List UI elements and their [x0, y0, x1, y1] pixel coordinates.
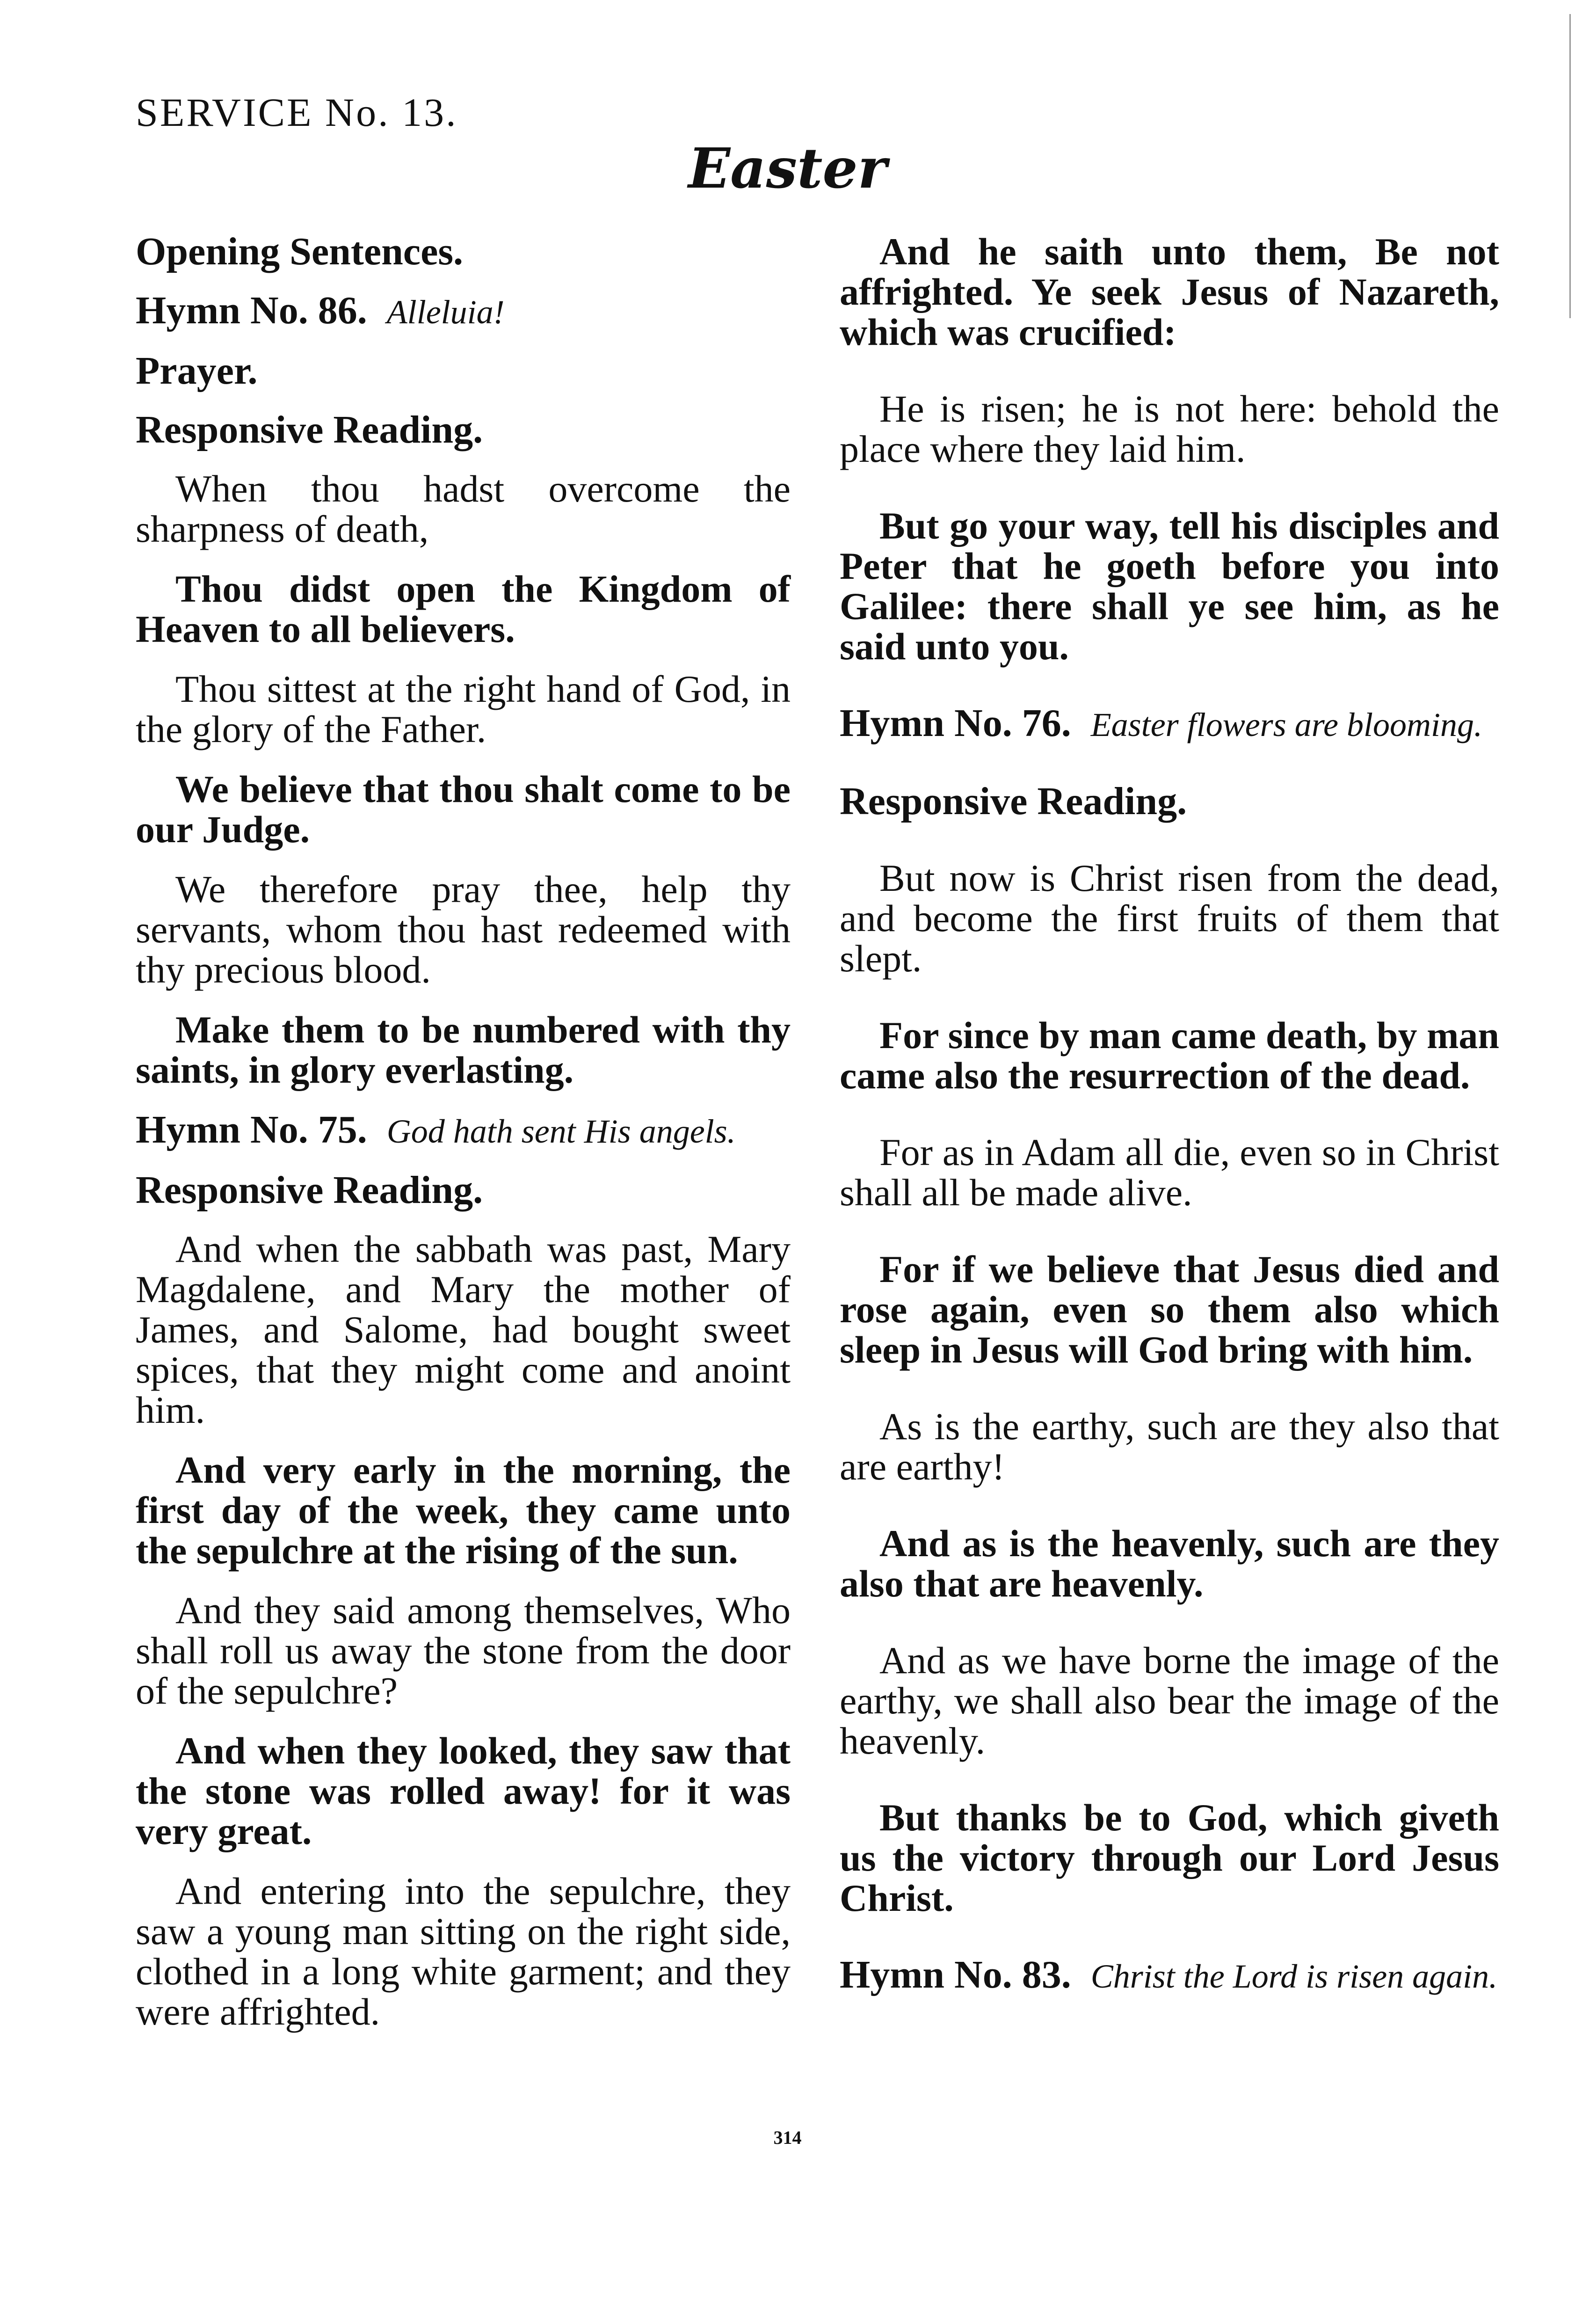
reading-response: But thanks be to God, which giveth us the victory through our Lord Jesus Christ.: [840, 1796, 1499, 1919]
responsive-reading-heading: Responsive Reading.: [136, 408, 483, 452]
reading-response: For if we believe that Jesus died and rose again, even so them also which sleep in Jesus will God bring with him.: [840, 1248, 1499, 1371]
reading-verse: And as we have borne the image of the earthy, we shall also bear the image of the heavenly.: [840, 1639, 1499, 1762]
hymn-83: [840, 1955, 1499, 1996]
service-number: SERVICE No. 13.: [136, 90, 458, 135]
reading-response: And he saith unto them, Be not affrighted. Ye seek Jesus of Nazareth, which was crucified:: [840, 230, 1499, 353]
reading-verse: But now is Christ risen from the dead, and become the first fruits of them that slept.: [840, 857, 1499, 980]
reading-verse: As is the earthy, such are they also that are earthy!: [840, 1405, 1499, 1488]
reading-response: We believe that thou shalt come to be our Judge.: [136, 768, 791, 851]
hymn-tune: Alleluia!: [386, 293, 505, 331]
reading-verse: And they said among themselves, Who shall roll us away the stone from the door of the sepulchre?: [136, 1589, 791, 1712]
reading-verse: And entering into the sepulchre, they saw a young man sitting on the right side, clothed in a long white garment; and they were affrighted.: [136, 1870, 791, 2033]
reading-response: But go your way, tell his disciples and Peter that he goeth before you into Galilee: there shall ye see him, as he said unto you.: [840, 504, 1499, 668]
prayer-heading: Prayer.: [136, 349, 258, 393]
reading-verse: Thou sittest at the right hand of God, in the glory of the Father.: [136, 668, 791, 750]
responsive-reading-heading: Responsive Reading.: [840, 780, 1187, 823]
hymn-76: [840, 703, 1499, 745]
hymn-tune: Easter flowers are blooming.: [1090, 706, 1483, 743]
hymn-75: [136, 1110, 791, 1151]
reading-response: And when they looked, they saw that the stone was rolled away! for it was very great.: [136, 1729, 791, 1852]
reading-verse: We therefore pray thee, help thy servants, whom thou hast redeemed with thy precious blood.: [136, 868, 791, 991]
page-title: Easter: [688, 136, 887, 201]
page-number: 314: [773, 2127, 802, 2148]
hymn-label: Hymn No. 83.: [840, 1953, 1071, 1996]
hymn-tune: God hath sent His angels.: [386, 1113, 736, 1150]
reading-verse: When thou hadst overcome the sharpness of death,: [136, 467, 791, 550]
opening-sentences-heading: Opening Sentences.: [136, 230, 464, 273]
right-column: [840, 232, 1499, 2033]
hymn-tune: Christ the Lord is risen again.: [1090, 1958, 1498, 1995]
reading-response: And very early in the morning, the first day of the week, they came unto the sepulchre at the rising of the sun.: [136, 1449, 791, 1572]
hymn-label: Hymn No. 76.: [840, 701, 1071, 745]
reading-response: Thou didst open the Kingdom of Heaven to all believers.: [136, 568, 791, 650]
reading-verse: He is risen; he is not here: behold the place where they laid him.: [840, 387, 1499, 470]
reading-response: Make them to be numbered with thy saints, in glory everlasting.: [136, 1008, 791, 1091]
hymn-label: Hymn No. 75.: [136, 1108, 367, 1151]
left-column: [136, 232, 791, 2052]
hymn-86: [136, 291, 791, 332]
reading-verse: For as in Adam all die, even so in Christ shall all be made alive.: [840, 1131, 1499, 1214]
reading-response: For since by man came death, by man came also the resurrection of the dead.: [840, 1014, 1499, 1097]
hymn-label: Hymn No. 86.: [136, 289, 367, 332]
responsive-reading-heading: Responsive Reading.: [136, 1168, 483, 1212]
reading-verse: And when the sabbath was past, Mary Magdalene, and Mary the mother of James, and Salome, had bought sweet spices, that they might come and anoint him.: [136, 1228, 791, 1431]
reading-response: And as is the heavenly, such are they also that are heavenly.: [840, 1522, 1499, 1605]
